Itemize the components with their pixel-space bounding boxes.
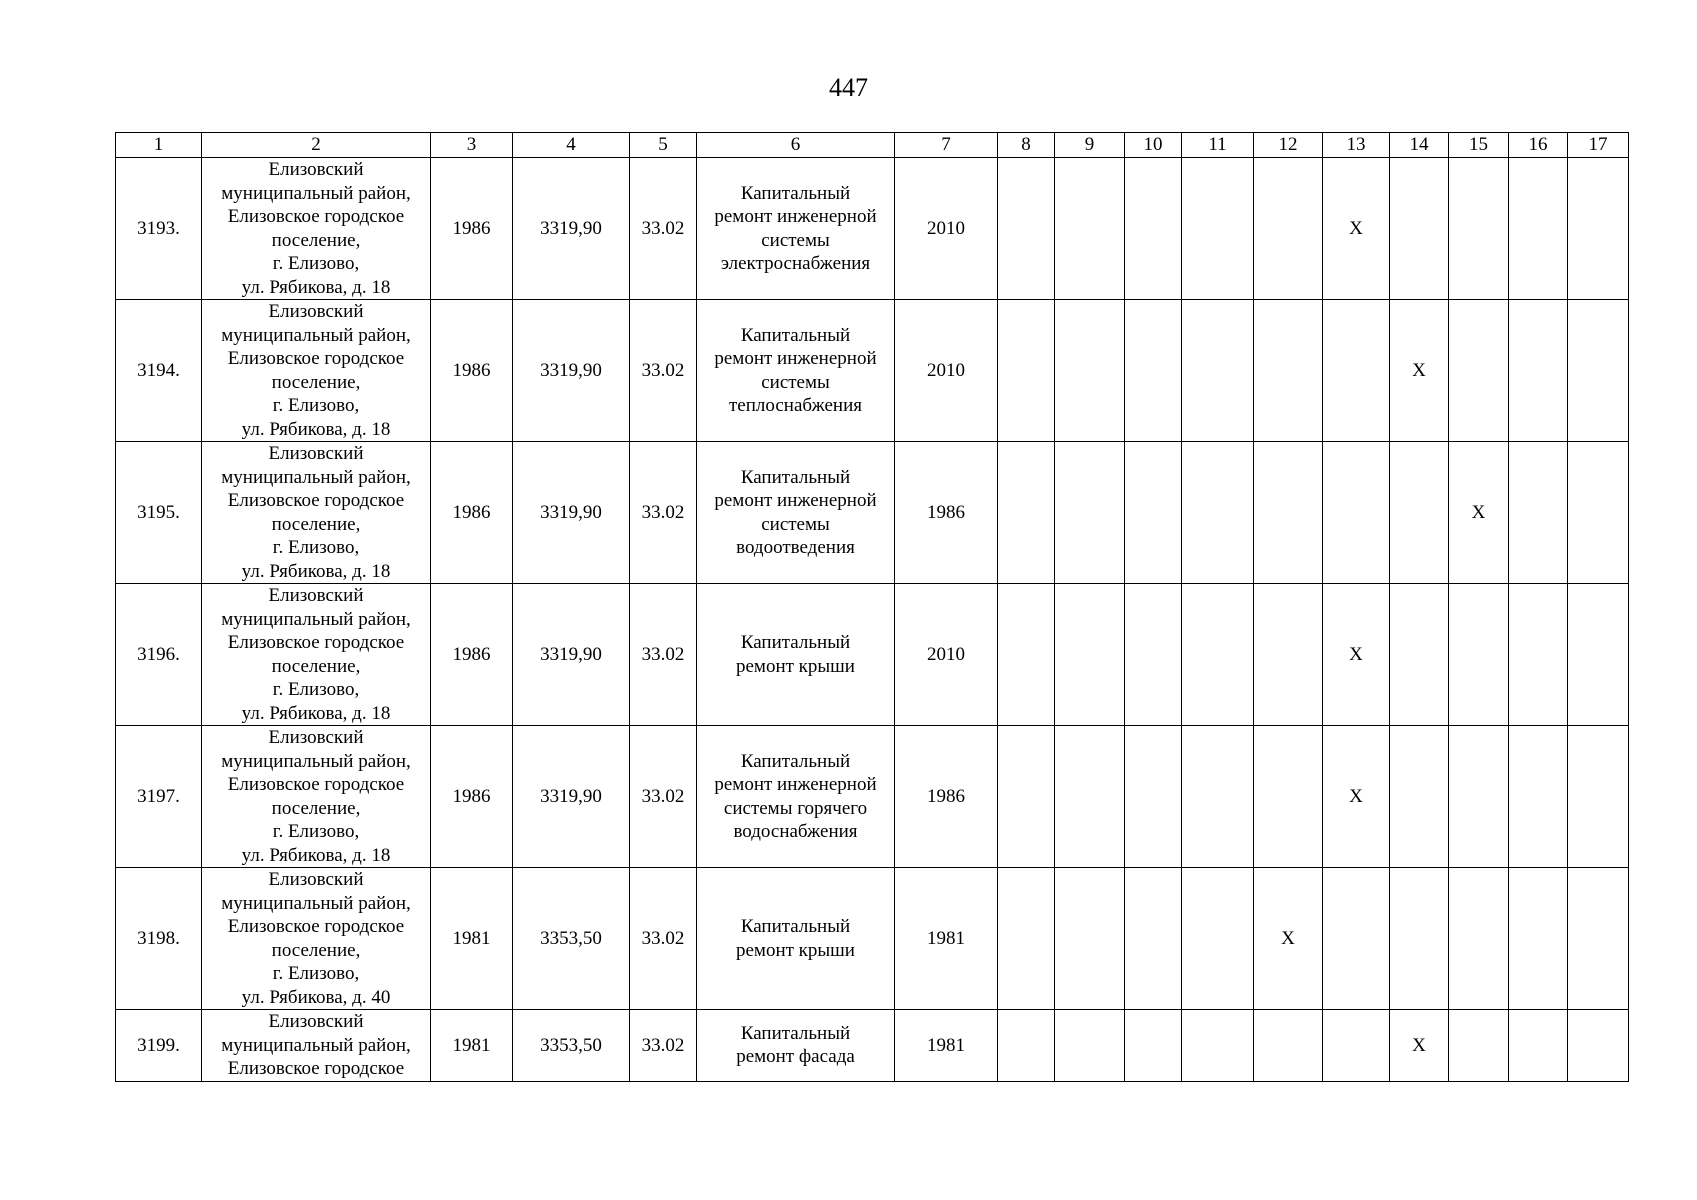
address-cell-line: поселение,	[271, 939, 361, 961]
period-cell	[1449, 300, 1509, 442]
period-mark-cell: X	[1449, 442, 1509, 584]
address-cell-line: Елизовское городское	[227, 632, 405, 653]
address-cell-line: Елизовский	[268, 585, 364, 606]
repair-year-cell: 2010	[895, 158, 998, 300]
address-cell-line: муниципальный район,	[221, 892, 411, 914]
address-cell-line: Елизовское городское	[227, 774, 405, 795]
period-cell	[1055, 726, 1125, 868]
column-header: 16	[1509, 133, 1568, 158]
period-cell	[1568, 584, 1629, 726]
build-year-cell: 1981	[431, 1010, 513, 1082]
table-row	[116, 300, 1629, 442]
work-type-cell-line: электроснабжения	[720, 253, 871, 274]
area-cell: 3353,50	[513, 1010, 630, 1082]
period-mark-cell: X	[1390, 1010, 1449, 1082]
column-header: 9	[1055, 133, 1125, 158]
area-cell: 3319,90	[513, 726, 630, 868]
period-cell	[1125, 158, 1182, 300]
work-type-cell	[697, 726, 895, 868]
period-cell	[1323, 300, 1390, 442]
work-type-cell-line: теплоснабжения	[729, 395, 862, 416]
period-mark-cell: X	[1323, 584, 1390, 726]
column-header: 8	[998, 133, 1055, 158]
column-header: 1	[116, 133, 202, 158]
address-cell-line: г. Елизово,	[272, 821, 360, 842]
period-cell	[1254, 300, 1323, 442]
period-cell	[1182, 442, 1254, 584]
period-cell	[998, 1010, 1055, 1082]
work-type-cell	[697, 868, 895, 1010]
repair-year-cell: 1981	[895, 868, 998, 1010]
build-year-cell: 1986	[431, 300, 513, 442]
period-cell	[1125, 868, 1182, 1010]
address-cell-line: муниципальный район,	[221, 750, 411, 772]
period-cell	[1055, 158, 1125, 300]
period-cell	[1568, 442, 1629, 584]
capital-repair-table	[115, 132, 1629, 1082]
address-cell-line: Елизовский	[268, 159, 364, 180]
work-type-cell-line: системы	[761, 229, 830, 251]
address-cell-line: Елизовский	[268, 1011, 364, 1032]
address-cell-line: муниципальный район,	[221, 608, 411, 630]
address-cell-line: Елизовское городское	[227, 348, 405, 369]
period-cell	[1182, 726, 1254, 868]
period-cell	[1449, 868, 1509, 1010]
work-type-cell-line: ремонт инженерной	[714, 774, 877, 795]
address-cell-line: Елизовское городское	[227, 916, 405, 937]
work-type-cell-line: Капитальный	[740, 466, 851, 488]
period-cell	[1449, 726, 1509, 868]
code-cell: 33.02	[630, 1010, 697, 1082]
build-year-cell: 1981	[431, 868, 513, 1010]
build-year-cell: 1986	[431, 726, 513, 868]
build-year-cell: 1986	[431, 584, 513, 726]
address-cell-line: ул. Рябикова, д. 18	[241, 276, 391, 298]
work-type-cell-line: Капитальный	[740, 750, 851, 772]
period-cell	[1390, 868, 1449, 1010]
repair-year-cell: 1986	[895, 726, 998, 868]
column-header: 2	[202, 133, 431, 158]
row-number-cell: 3198.	[116, 868, 202, 1010]
period-cell	[1125, 442, 1182, 584]
code-cell: 33.02	[630, 584, 697, 726]
work-type-cell	[697, 584, 895, 726]
address-cell	[202, 300, 431, 442]
period-cell	[1125, 726, 1182, 868]
table-row	[116, 1010, 1629, 1082]
area-cell: 3319,90	[513, 158, 630, 300]
period-cell	[1055, 300, 1125, 442]
period-cell	[1055, 868, 1125, 1010]
address-cell-line: Елизовское городское	[227, 1058, 405, 1079]
period-cell	[1390, 584, 1449, 726]
address-cell-line: муниципальный район,	[221, 182, 411, 204]
period-cell	[1125, 300, 1182, 442]
address-cell-line: г. Елизово,	[272, 963, 360, 984]
build-year-cell: 1986	[431, 442, 513, 584]
period-cell	[1254, 726, 1323, 868]
work-type-cell-line: ремонт инженерной	[714, 348, 877, 369]
work-type-cell-line: ремонт инженерной	[714, 206, 877, 227]
work-type-cell-line: Капитальный	[740, 632, 851, 653]
column-header: 13	[1323, 133, 1390, 158]
period-cell	[1125, 1010, 1182, 1082]
address-cell-line: г. Елизово,	[272, 537, 360, 558]
code-cell: 33.02	[630, 300, 697, 442]
work-type-cell-line: водоснабжения	[733, 821, 858, 842]
table-row	[116, 868, 1629, 1010]
period-cell	[1182, 1010, 1254, 1082]
code-cell: 33.02	[630, 868, 697, 1010]
page-number: 447	[829, 73, 868, 102]
column-header: 12	[1254, 133, 1323, 158]
address-cell	[202, 158, 431, 300]
address-cell-line: ул. Рябикова, д. 18	[241, 702, 391, 724]
period-cell	[1254, 584, 1323, 726]
work-type-cell-line: системы	[761, 513, 830, 535]
column-header: 17	[1568, 133, 1629, 158]
row-number-cell: 3194.	[116, 300, 202, 442]
period-cell	[1509, 584, 1568, 726]
table-row	[116, 726, 1629, 868]
period-cell	[1509, 442, 1568, 584]
period-cell	[1323, 442, 1390, 584]
column-header: 7	[895, 133, 998, 158]
work-type-cell	[697, 1010, 895, 1082]
work-type-cell-line: Капитальный	[740, 916, 851, 937]
period-mark-cell: X	[1390, 300, 1449, 442]
work-type-cell-line: системы	[761, 371, 830, 393]
address-cell-line: Елизовское городское	[227, 206, 405, 227]
period-cell	[1323, 868, 1390, 1010]
period-cell	[1449, 584, 1509, 726]
period-mark-cell: X	[1254, 868, 1323, 1010]
period-cell	[1254, 158, 1323, 300]
column-header: 15	[1449, 133, 1509, 158]
period-cell	[1568, 158, 1629, 300]
build-year-cell: 1986	[431, 158, 513, 300]
column-header: 3	[431, 133, 513, 158]
address-cell-line: поселение,	[271, 655, 361, 677]
period-cell	[998, 868, 1055, 1010]
work-type-cell-line: ремонт фасада	[736, 1046, 855, 1068]
period-cell	[1390, 726, 1449, 868]
work-type-cell-line: Капитальный	[740, 182, 851, 204]
address-cell-line: Елизовский	[268, 869, 364, 890]
period-mark-cell: X	[1323, 726, 1390, 868]
period-cell	[998, 158, 1055, 300]
address-cell-line: г. Елизово,	[272, 679, 360, 700]
column-number-row	[116, 133, 1629, 158]
repair-year-cell: 1981	[895, 1010, 998, 1082]
period-cell	[1055, 1010, 1125, 1082]
address-cell-line: поселение,	[271, 513, 361, 535]
address-cell-line: ул. Рябикова, д. 18	[241, 560, 391, 582]
repair-year-cell: 2010	[895, 300, 998, 442]
address-cell-line: ул. Рябикова, д. 18	[241, 844, 391, 866]
code-cell: 33.02	[630, 442, 697, 584]
period-cell	[1182, 158, 1254, 300]
period-cell	[1055, 442, 1125, 584]
area-cell: 3319,90	[513, 584, 630, 726]
work-type-cell-line: водоотведения	[736, 537, 855, 558]
period-cell	[998, 584, 1055, 726]
period-cell	[1254, 1010, 1323, 1082]
column-header: 5	[630, 133, 697, 158]
period-cell	[1509, 158, 1568, 300]
period-cell	[1509, 300, 1568, 442]
address-cell-line: г. Елизово,	[272, 395, 360, 416]
column-header: 6	[697, 133, 895, 158]
address-cell-line: Елизовское городское	[227, 490, 405, 511]
work-type-cell	[697, 300, 895, 442]
code-cell: 33.02	[630, 726, 697, 868]
period-cell	[1323, 1010, 1390, 1082]
column-header: 14	[1390, 133, 1449, 158]
work-type-cell	[697, 158, 895, 300]
column-header: 4	[513, 133, 630, 158]
address-cell-line: поселение,	[271, 797, 361, 819]
period-cell	[998, 442, 1055, 584]
period-cell	[998, 726, 1055, 868]
address-cell-line: муниципальный район,	[221, 466, 411, 488]
period-cell	[1449, 1010, 1509, 1082]
address-cell-line: ул. Рябикова, д. 40	[241, 986, 391, 1008]
address-cell-line: ул. Рябикова, д. 18	[241, 418, 391, 440]
address-cell-line: Елизовский	[268, 443, 364, 464]
row-number-cell: 3197.	[116, 726, 202, 868]
period-cell	[1568, 300, 1629, 442]
table-row	[116, 158, 1629, 300]
period-cell	[1509, 868, 1568, 1010]
address-cell-line: поселение,	[271, 371, 361, 393]
table-row	[116, 584, 1629, 726]
period-cell	[1568, 868, 1629, 1010]
work-type-cell-line: ремонт инженерной	[714, 490, 877, 511]
column-header: 10	[1125, 133, 1182, 158]
period-cell	[1182, 300, 1254, 442]
row-number-cell: 3193.	[116, 158, 202, 300]
column-header: 11	[1182, 133, 1254, 158]
period-cell	[1254, 442, 1323, 584]
period-cell	[1568, 1010, 1629, 1082]
row-number-cell: 3195.	[116, 442, 202, 584]
period-cell	[1390, 442, 1449, 584]
repair-year-cell: 2010	[895, 584, 998, 726]
work-type-cell	[697, 442, 895, 584]
period-cell	[1390, 158, 1449, 300]
address-cell	[202, 726, 431, 868]
table-row	[116, 442, 1629, 584]
period-cell	[1125, 584, 1182, 726]
area-cell: 3319,90	[513, 442, 630, 584]
work-type-cell-line: ремонт крыши	[736, 939, 855, 961]
row-number-cell: 3196.	[116, 584, 202, 726]
area-cell: 3319,90	[513, 300, 630, 442]
period-cell	[998, 300, 1055, 442]
work-type-cell-line: ремонт крыши	[736, 655, 855, 677]
address-cell-line: муниципальный район,	[221, 1034, 411, 1056]
address-cell-line: Елизовский	[268, 727, 364, 748]
address-cell	[202, 442, 431, 584]
address-cell-line: г. Елизово,	[272, 253, 360, 274]
address-cell	[202, 584, 431, 726]
repair-year-cell: 1986	[895, 442, 998, 584]
address-cell	[202, 1010, 431, 1082]
period-cell	[1055, 584, 1125, 726]
code-cell: 33.02	[630, 158, 697, 300]
work-type-cell-line: Капитальный	[740, 324, 851, 346]
area-cell: 3353,50	[513, 868, 630, 1010]
address-cell-line: поселение,	[271, 229, 361, 251]
work-type-cell-line: Капитальный	[740, 1022, 851, 1044]
period-cell	[1568, 726, 1629, 868]
address-cell	[202, 868, 431, 1010]
period-mark-cell: X	[1323, 158, 1390, 300]
work-type-cell-line: системы горячего	[723, 797, 868, 819]
period-cell	[1182, 868, 1254, 1010]
address-cell-line: муниципальный район,	[221, 324, 411, 346]
period-cell	[1182, 584, 1254, 726]
period-cell	[1509, 1010, 1568, 1082]
period-cell	[1509, 726, 1568, 868]
row-number-cell: 3199.	[116, 1010, 202, 1082]
address-cell-line: Елизовский	[268, 301, 364, 322]
period-cell	[1449, 158, 1509, 300]
